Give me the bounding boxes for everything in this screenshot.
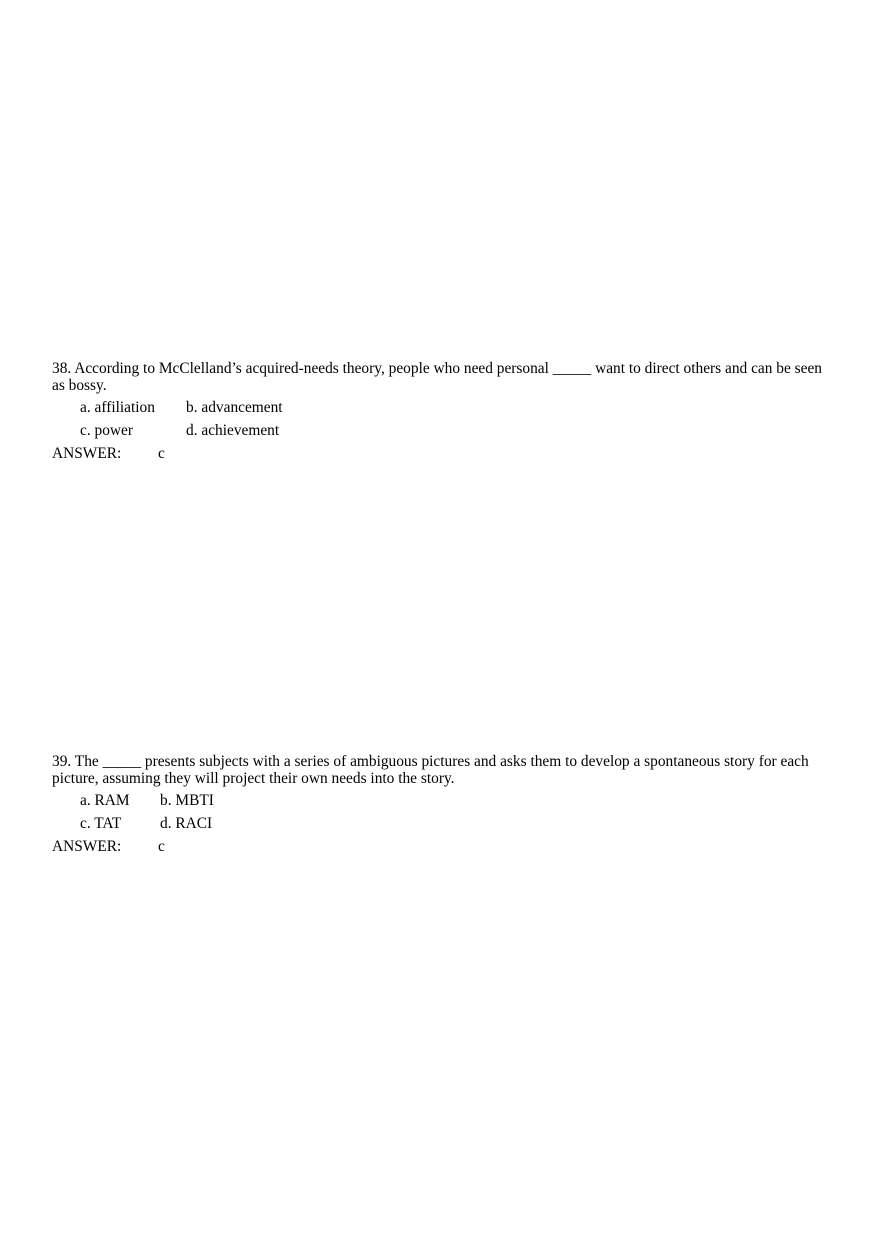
option-a: a. affiliation	[80, 399, 155, 416]
option-c: c. TAT	[80, 815, 122, 832]
option-b: b. MBTI	[160, 792, 214, 809]
question-39	[52, 753, 822, 856]
option-c: c. power	[80, 422, 133, 439]
answer-label: ANSWER:	[52, 838, 122, 855]
answer-options	[80, 791, 822, 837]
option-a: a. RAM	[80, 792, 130, 809]
option-d: d. achievement	[186, 422, 280, 439]
answer-options	[80, 398, 822, 444]
answer-value: c	[158, 838, 165, 855]
question-stem: 39. The _____ presents subjects with a series of ambiguous pictures and asks them to develop a spontaneous story for each picture, assuming they will project their own needs into the story.	[52, 753, 809, 787]
question-stem: 38. According to McClelland’s acquired-needs theory, people who need personal _____ want to direct others and can be seen as bossy.	[52, 360, 823, 394]
answer-row	[52, 444, 822, 463]
answer-label: ANSWER:	[52, 445, 122, 462]
options-row	[80, 791, 822, 814]
options-row	[80, 814, 822, 837]
options-row	[80, 398, 822, 421]
options-row	[80, 421, 822, 444]
answer-row	[52, 837, 822, 856]
question-38	[52, 360, 822, 463]
option-b: b. advancement	[186, 399, 283, 416]
option-d: d. RACI	[160, 815, 213, 832]
answer-value: c	[158, 445, 165, 462]
